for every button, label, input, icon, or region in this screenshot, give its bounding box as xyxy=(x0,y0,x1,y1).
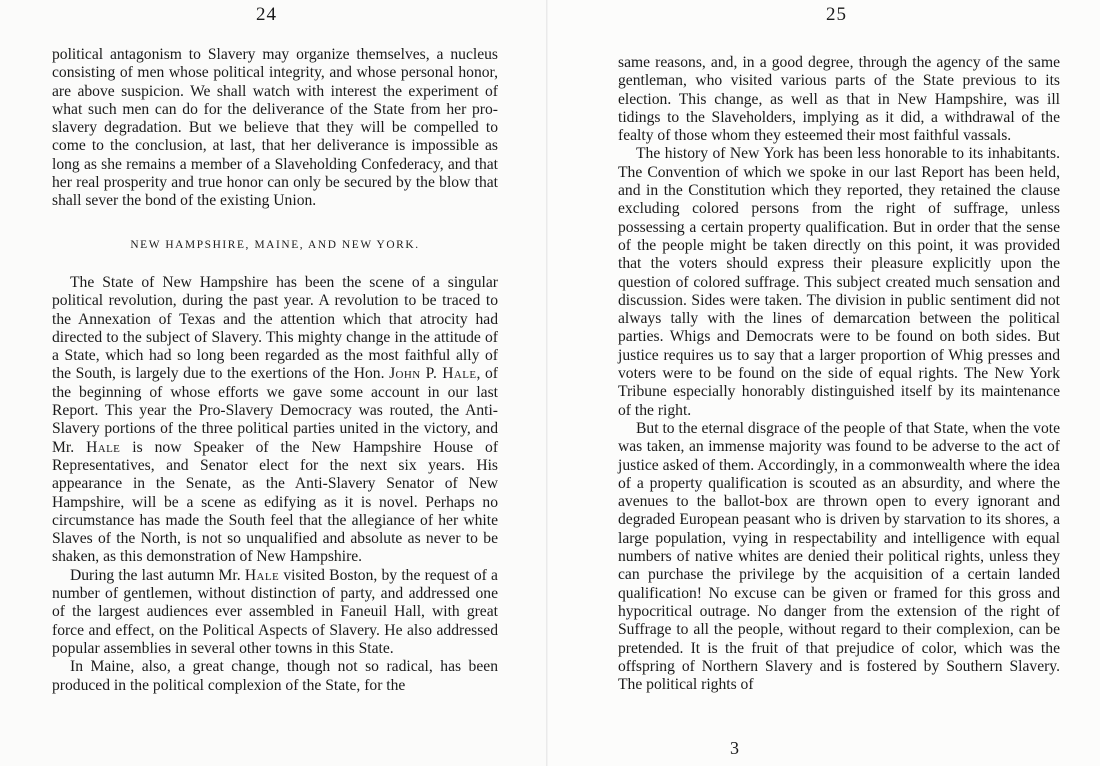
name-hale: Hale xyxy=(86,438,121,456)
paragraph-maine-continued: same reasons, and, in a good degree, through the agency of the same gentleman, who visited various parts of the State previous to its election. This change, as well as that in New Hampshire, was ill tidings to the Slaveholders, implying as it did, a withdrawal of the fealty of those whom they esteemed their most faithful vassals. xyxy=(618,54,1060,145)
signature-mark: 3 xyxy=(730,738,739,758)
paragraph-new-hampshire: The State of New Hampshire has been the scene of a singular political revolution, during the past year. A revolution to be traced to the Annexation of Texas and the attention which that atrocity had directed to the subject of Slavery. This mighty change in the attitude of a State, which had so long been regarded as the most faithful ally of the South, is largely due to the exertions of the Hon. John P. Hale, of the beginning of whose efforts we gave some account in our last Report. This year the Pro-Slavery Democracy was routed, the Anti-Slavery portions of the three political parties united in the victory, and Mr. Hale is now Speaker of the New Hampshire House of Representatives, and Senator elect for the next six years. His appearance in the Senate, as the Anti-Slavery Senator of New Hampshire, will be a scene as edifying as it is novel. Perhaps no circumstance has made the South feel that the allegiance of her white Slaves of the North, is not so unqualified and absolute as never to be shaken, as this demonstration of New Hampshire. xyxy=(52,273,499,566)
paragraph-disgrace: But to the eternal disgrace of the people of that State, when the vote was taken, an immense majority was found to be adverse to the act of justice asked of them. Accordingly, in a commonwealth where the idea of a property qualification is scouted as an absurdity, and where the avenues to the ballot-box are thrown open to every ignorant and degraded European peasant who is driven by starvation to its shores, a large population, vying in respectability and intelligence with equal numbers of native whites are denied their political rights, unless they can purchase the privilege by the acquisition of a certain landed qualification! No excuse can be given or framed for this gross and hypocritical outrage. No danger from the extension of the right of Suffrage to all the people, without regard to their complexion, can be pretended. It is the fruit of that prejudice of color, which was the offspring of Northern Slavery and is fostered by Southern Slavery. The political rights of xyxy=(618,419,1060,694)
paragraph-boston: During the last autumn Mr. Hale visited Boston, by the request of a number of gentlemen, without distinction of party, and addressed one of the largest audiences ever assembled in Faneuil Hall, with great force and effect, on the Political Aspects of Slavery. He also addressed popular assemblies in several other towns in this State. xyxy=(52,566,498,657)
section-heading: NEW HAMPSHIRE, MAINE, AND NEW YORK. xyxy=(130,238,420,251)
page-number-left: 24 xyxy=(256,4,277,25)
name-hale: Hale xyxy=(244,566,280,584)
left-page-text xyxy=(52,46,498,695)
name-john-p-hale: John P. Hale xyxy=(389,365,477,383)
right-page xyxy=(548,0,1100,766)
left-page xyxy=(0,0,548,766)
right-page-text xyxy=(618,54,1060,694)
page-number-right: 25 xyxy=(826,4,847,25)
paragraph-continued: political antagonism to Slavery may organize themselves, a nucleus consisting of men whose political integrity, and whose personal honor, are above suspicion. We shall watch with interest the experiment of what such men can do for the deliverance of the State from her pro-slavery degradation. But we believe that they will be compelled to come to the conclusion, at last, that her deliverance is impossible as long as she remains a member of a Slaveholding Confederacy, and that her real prosperity and true honor can only be secured by the blow that shall sever the bond of the existing Union. xyxy=(52,46,498,210)
paragraph-maine: In Maine, also, a great change, though not so radical, has been produced in the political complexion of the State, for the xyxy=(52,658,498,694)
paragraph-new-york: The history of New York has been less honorable to its inhabitants. The Convention of which we spoke in our last Report has been held, and in the Constitution which they reported, they retained the clause excluding colored persons from the right of suffrage, unless possessing a certain property qualification. But in order that the sense of the people might be taken directly on this point, it was provided that the voters should express their pleasure explicitly upon the question of colored suffrage. This subject created much sensation and discussion. Sides were taken. The division in public sentiment did not always tally with the lines of demarcation between the political parties. Whigs and Democrats were to be found on both sides. But justice requires us to say that a larger proportion of Whig presses and voters were to be found on the side of equal rights. The New York Tribune especially honorably distinguished itself by its maintenance of the right. xyxy=(618,145,1060,419)
